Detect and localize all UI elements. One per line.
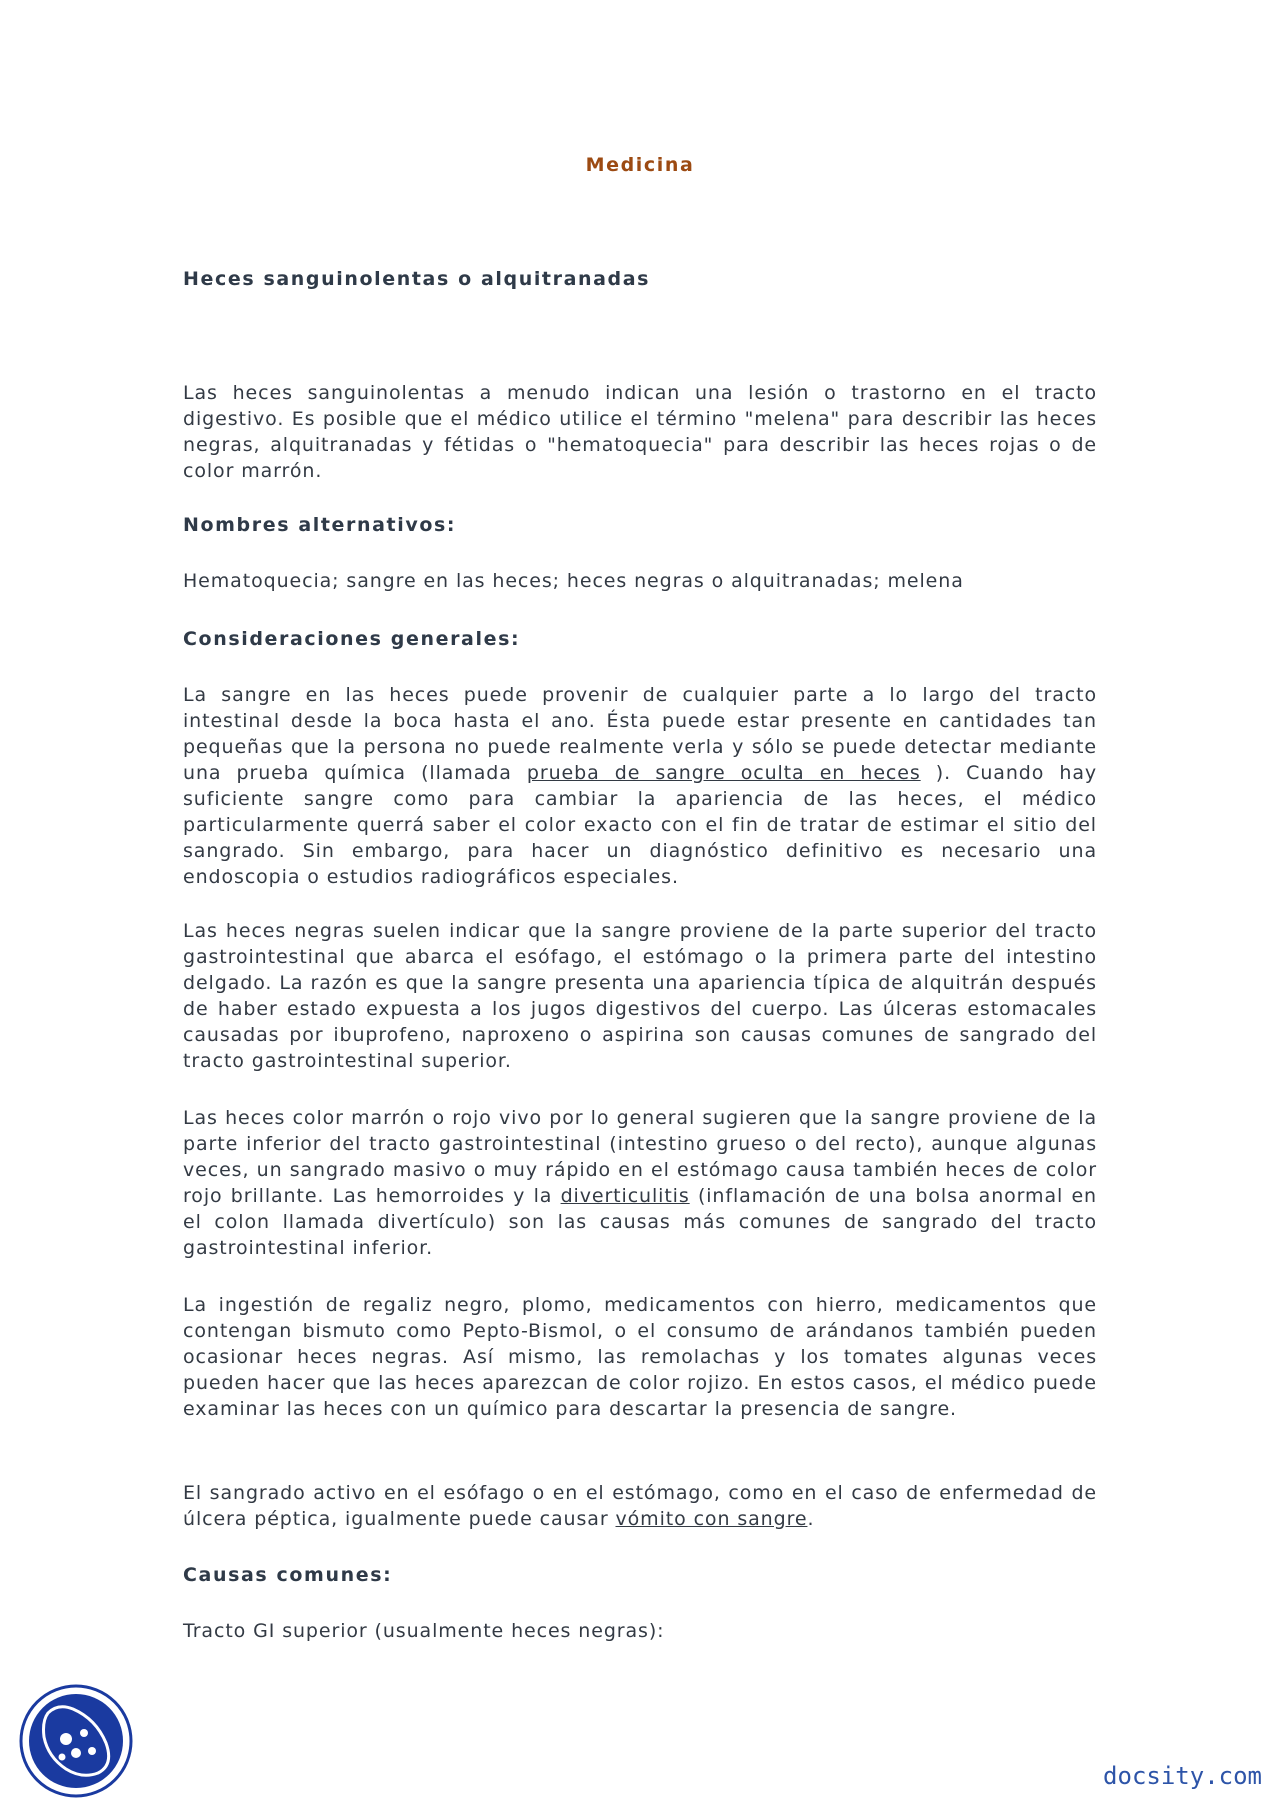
general-paragraph-3 (183, 1105, 1097, 1261)
docsity-brand-text[interactable]: docsity.com (1103, 1762, 1262, 1790)
upper-gi-text: Tracto GI superior (usualmente heces negras): (183, 1620, 665, 1642)
alt-names-heading: Nombres alternativos: (183, 514, 457, 536)
general-paragraph-3-text-b: (inflamación de una bolsa anormal en el colon llamada divertículo) son las causas más comunes de sangrado del tracto gastrointestinal inferior. (183, 1185, 1097, 1259)
general-paragraph-5-text-b: . (807, 1508, 815, 1530)
general-paragraph-1 (183, 682, 1097, 890)
document-title: Medicina (585, 154, 695, 176)
general-paragraph-1-text-b: ). Cuando hay suficiente sangre como para cambiar la apariencia de las heces, el médico particularmente querrá saber el color exacto con el fin de tratar de estimar el sitio del sangrado. Sin embargo, para hacer un diagnóstico definitivo es necesario una endoscopia o estudios radiográficos especiales. (183, 762, 1098, 888)
alt-names-text: Hematoquecia; sangre en las heces; heces negras o alquitranadas; melena (183, 570, 964, 592)
general-paragraph-3-text-a: Las heces color marrón o rojo vivo por lo general sugieren que la sangre proviene de la parte inferior del tracto gastrointestinal (intestino grueso o del recto), aunque algunas veces, un sangrado masivo o muy rápido en el estómago causa también heces de color rojo brillante. Las hemorroides y la (183, 1107, 1097, 1207)
docsity-logo-icon[interactable] (18, 1683, 134, 1799)
general-paragraph-2: Las heces negras suelen indicar que la sangre proviene de la parte superior del tracto gastrointestinal que abarca el esófago, el estómago o la primera parte del intestino delgado. La razón es que la sangre presenta una apariencia típica de alquitrán después de haber estado expuesta a los jugos digestivos del cuerpo. Las úlceras estomacales causadas por ibuprofeno, naproxeno o aspirina son causas comunes de sangrado del tracto gastrointestinal superior. (183, 920, 1097, 1072)
occult-blood-test-link[interactable]: prueba de sangre oculta en heces (526, 762, 921, 784)
common-causes-heading: Causas comunes: (183, 1564, 393, 1586)
general-paragraph-4: La ingestión de regaliz negro, plomo, medicamentos con hierro, medicamentos que contengan bismuto como Pepto-Bismol, o el consumo de arándanos también pueden ocasionar heces negras. Así mismo, las remolachas y los tomates algunas veces pueden hacer que las heces aparezcan de color rojizo. En estos casos, el médico puede examinar las heces con un químico para descartar la presencia de sangre. (183, 1294, 1097, 1420)
article-heading: Heces sanguinolentas o alquitranadas (183, 268, 651, 290)
diverticulitis-link[interactable]: diverticulitis (560, 1185, 690, 1207)
intro-paragraph: Las heces sanguinolentas a menudo indican una lesión o trastorno en el tracto digestivo. Es posible que el médico utilice el término "melena" para describir las heces negras, alquitranadas y fétidas o "hematoquecia" para describir las heces rojas o de color marrón. (183, 382, 1097, 482)
general-paragraph-5 (183, 1480, 1097, 1532)
general-paragraph-5-text-a: El sangrado activo en el esófago o en el estómago, como en el caso de enfermedad de úlcera péptica, igualmente puede causar (183, 1482, 1097, 1530)
general-considerations-heading: Consideraciones generales: (183, 628, 521, 650)
general-paragraph-1-text-a: La sangre en las heces puede provenir de cualquier parte a lo largo del tracto intestinal desde la boca hasta el ano. Ésta puede estar presente en cantidades tan pequeñas que la persona no puede realmente verla y sólo se puede detectar mediante una prueba química (llamada (183, 684, 1097, 784)
bloody-vomit-link[interactable]: vómito con sangre (615, 1508, 808, 1530)
